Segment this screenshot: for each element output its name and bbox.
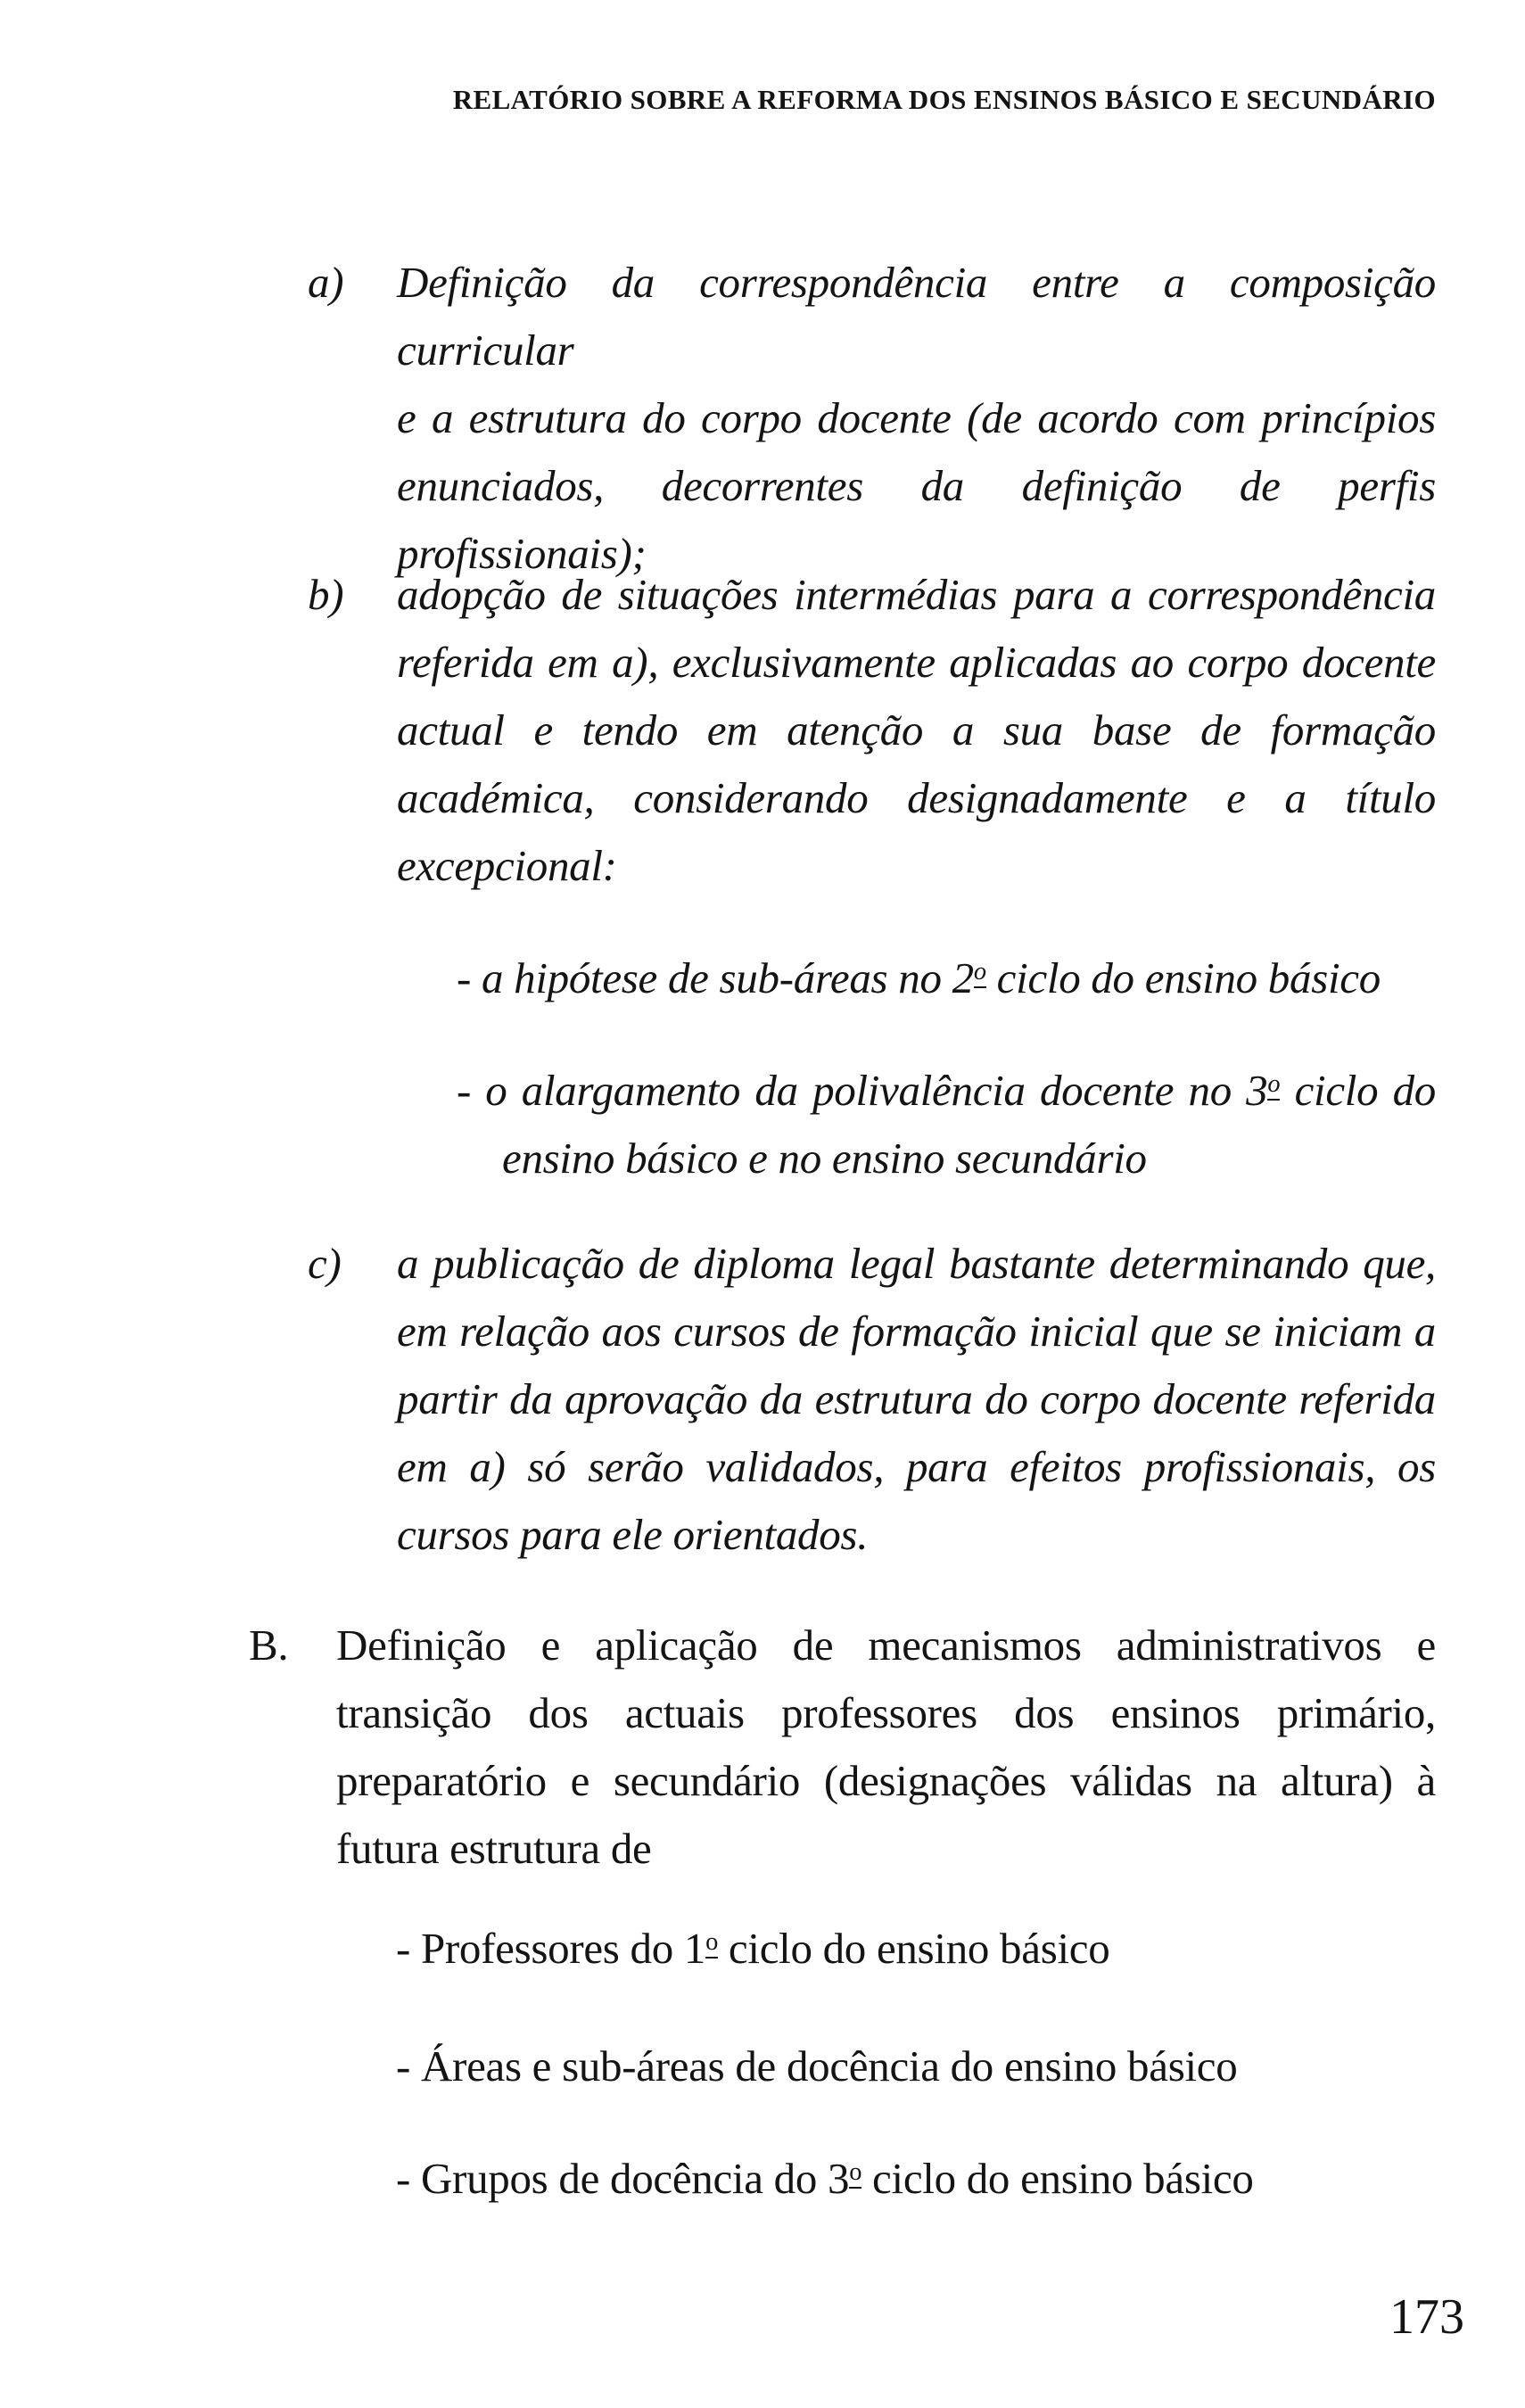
list-item-grupos [396, 2145, 1439, 2213]
text-segment: ciclo do ensino básico [717, 1924, 1110, 1973]
text-line: actual e tendo em atenção a sua base de formação [397, 705, 1436, 755]
text-line: a publicação de diploma legal bastante determinando que, [397, 1239, 1436, 1288]
paragraph-item-a [308, 249, 1436, 588]
text-line: Definição da correspondência entre a composição curricular [397, 258, 1436, 375]
page-number: 173 [1389, 2289, 1464, 2345]
text-line: enunciados, decorrentes da definição de perfis [397, 461, 1436, 510]
item-b-text [397, 561, 1436, 900]
text-segment: - a hipótese de sub-áreas no 2 [457, 953, 974, 1002]
section-b-marker: B. [249, 1620, 289, 1670]
text-line [457, 1057, 1436, 1125]
item-b-marker: b) [308, 570, 344, 619]
text-line: excepcional: [397, 841, 617, 890]
item-c-text [397, 1230, 1436, 1569]
text-line: transição dos actuais professores dos ensinos primário, [336, 1688, 1436, 1737]
text-line: referida em a), exclusivamente aplicadas ao corpo docente [397, 638, 1436, 687]
text-line [396, 1915, 1439, 1983]
text-line [396, 2145, 1439, 2213]
running-header: RELATÓRIO SOBRE A REFORMA DOS ENSINOS BÁSICO E SECUNDÁRIO [452, 84, 1436, 115]
ordinal-indicator: o [705, 1930, 718, 1959]
text-line: partir da aprovação da estrutura do corpo docente referida [397, 1374, 1436, 1423]
text-line: cursos para ele orientados. [397, 1510, 869, 1559]
list-item-professores [396, 1915, 1439, 1983]
paragraph-item-c [308, 1230, 1436, 1569]
text-segment: - o alargamento da polivalência docente no 3 [457, 1066, 1268, 1115]
sub-list-item-hypothesis [457, 944, 1436, 1012]
text-segment: ciclo do ensino básico [861, 2154, 1254, 2203]
sub-list-item-polyvalence [457, 1057, 1436, 1192]
text-line: e a estrutura do corpo docente (de acordo com princípios [397, 393, 1436, 442]
section-b [249, 1612, 1436, 1883]
item-a-text [397, 249, 1436, 588]
text-line: académica, considerando designadamente e a título [397, 773, 1436, 822]
text-line: - Áreas e sub-áreas de docência do ensino básico [396, 2041, 1238, 2091]
text-line: em relação aos cursos de formação inicial que se iniciam a [397, 1307, 1436, 1356]
text-line: ensino básico e no ensino secundário [502, 1134, 1147, 1183]
ordinal-indicator: o [974, 960, 986, 988]
item-c-marker: c) [308, 1239, 342, 1288]
text-line: futura estrutura de [336, 1824, 652, 1873]
text-line: profissionais); [397, 529, 647, 578]
text-segment: - Professores do 1 [396, 1924, 706, 1973]
section-b-text [336, 1612, 1436, 1883]
text-line: em a) só serão validados, para efeitos profissionais, os [397, 1442, 1436, 1491]
text-segment: ciclo do ensino básico [985, 953, 1381, 1002]
ordinal-indicator: o [849, 2160, 861, 2189]
text-line: Definição e aplicação de mecanismos administrativos e [336, 1620, 1436, 1670]
text-line [457, 944, 1436, 1012]
text-segment: - Grupos de docência do 3 [396, 2154, 850, 2203]
item-a-marker: a) [308, 258, 344, 307]
text-line: adopção de situações intermédias para a correspondência [397, 570, 1436, 619]
list-item-areas [396, 2033, 1439, 2100]
text-segment: ciclo do [1280, 1066, 1436, 1115]
text-line: preparatório e secundário (designações válidas na altura) à [336, 1756, 1436, 1805]
ordinal-indicator: o [1267, 1072, 1280, 1101]
paragraph-item-b [308, 561, 1436, 900]
